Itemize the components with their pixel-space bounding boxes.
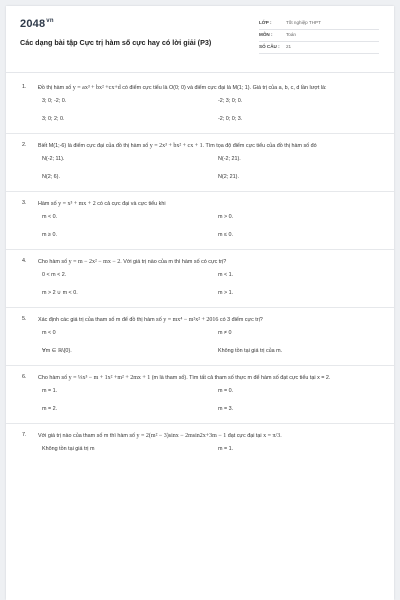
meta-row-class bbox=[259, 20, 379, 30]
answer-option[interactable]: m = 2. bbox=[42, 406, 58, 412]
option-row bbox=[6, 209, 394, 227]
question-text-segment: Cho hàm số bbox=[38, 259, 69, 265]
meta-row-subject bbox=[259, 32, 379, 42]
meta-info bbox=[259, 20, 379, 56]
answer-option[interactable]: N(-2; 21). bbox=[218, 156, 241, 162]
question-text bbox=[38, 200, 374, 209]
math-formula: y = 2(m² − 3)sinx − 2msin2x+3m − 1 bbox=[136, 433, 227, 439]
answer-option[interactable]: m < 1. bbox=[218, 272, 234, 278]
answer-option[interactable]: Không tồn tại giá trị của m. bbox=[218, 348, 283, 354]
option-row bbox=[6, 227, 394, 245]
answer-option[interactable]: m > 2 ∪ m < 0. bbox=[42, 290, 78, 296]
answer-option[interactable]: N(-2; 11). bbox=[42, 156, 65, 162]
option-row bbox=[6, 169, 394, 187]
answer-option[interactable]: N(2; 6). bbox=[42, 174, 60, 180]
math-formula: y = x³ + mx + 2 bbox=[58, 201, 96, 207]
question-text bbox=[38, 258, 374, 267]
question-number: 3. bbox=[22, 200, 27, 206]
option-row bbox=[6, 441, 394, 459]
option-row bbox=[6, 151, 394, 169]
question-number: 7. bbox=[22, 432, 27, 438]
option-row bbox=[6, 401, 394, 419]
question-number: 2. bbox=[22, 142, 27, 148]
option-row bbox=[6, 383, 394, 401]
math-formula: x = π/3 bbox=[263, 433, 281, 439]
answer-option[interactable]: m ≥ 0. bbox=[42, 232, 57, 238]
document-page bbox=[6, 6, 394, 600]
math-formula: y = 2x³ + bx² + cx + 1 bbox=[149, 143, 203, 149]
document-title: Các dạng bài tập Cực trị hàm số cực hay có lời giải (P3) bbox=[20, 38, 212, 47]
question-text-segment: (m là tham số). Tìm tất cả tham số thực m để hàm số đạt cực tiểu tại x = 2. bbox=[150, 375, 331, 381]
answer-option[interactable]: Không tồn tại giá trị m bbox=[42, 446, 95, 452]
meta-row-count bbox=[259, 44, 379, 54]
question-text-segment: Hàm số bbox=[38, 201, 59, 207]
math-formula: y = mx⁴ − m²x² + 2016 bbox=[163, 317, 219, 323]
question-text-segment: . bbox=[280, 433, 282, 439]
answer-option[interactable]: 3; 0; -2; 0. bbox=[42, 98, 67, 104]
meta-label: LỚP : bbox=[259, 20, 272, 25]
meta-value: 21 bbox=[286, 44, 292, 49]
answer-option[interactable]: m = 1. bbox=[218, 446, 234, 452]
answer-option[interactable]: 3; 0; 2; 0. bbox=[42, 116, 65, 122]
math-formula: y = ax³ + bx² +cx+d bbox=[72, 85, 121, 91]
header bbox=[6, 6, 394, 68]
question-number: 4. bbox=[22, 258, 27, 264]
question-divider bbox=[6, 249, 394, 250]
option-row bbox=[6, 93, 394, 111]
question-text-segment: có 3 điểm cực trị? bbox=[218, 317, 263, 323]
question-7 bbox=[6, 432, 394, 459]
question-text bbox=[38, 432, 374, 441]
question-text bbox=[38, 84, 374, 93]
answer-option[interactable]: m < 0 bbox=[42, 330, 56, 336]
question-text-segment: Biết M(1;-6) là điểm cực đại của đồ thị hàm số bbox=[38, 143, 150, 149]
answer-option[interactable]: m = 0. bbox=[218, 388, 234, 394]
question-number: 6. bbox=[22, 374, 27, 380]
meta-label: MÔN : bbox=[259, 32, 273, 37]
meta-label: SỐ CÂU : bbox=[259, 44, 280, 49]
logo-suffix: vn bbox=[46, 18, 54, 25]
answer-option[interactable]: m < 0. bbox=[42, 214, 58, 220]
math-formula: y = ⅓x³ − m + 1x² +m² + 2mx + 1 bbox=[68, 375, 151, 381]
question-text-segment: Đồ thị hàm số bbox=[38, 85, 73, 91]
meta-value: Tốt nghiệp THPT bbox=[286, 20, 321, 25]
question-6 bbox=[6, 374, 394, 424]
question-list bbox=[6, 84, 394, 459]
question-4 bbox=[6, 258, 394, 308]
option-row bbox=[6, 325, 394, 343]
answer-option[interactable]: m > 1. bbox=[218, 290, 234, 296]
header-divider bbox=[6, 72, 394, 73]
meta-value: Toán bbox=[286, 32, 296, 37]
answer-option[interactable]: 0 < m < 2. bbox=[42, 272, 67, 278]
answer-option[interactable]: N(2; 21). bbox=[218, 174, 239, 180]
option-row bbox=[6, 343, 394, 361]
site-logo[interactable] bbox=[20, 18, 54, 30]
question-text-segment: đạt cực đại tại bbox=[226, 433, 264, 439]
question-divider bbox=[6, 307, 394, 308]
answer-option[interactable]: m = 1. bbox=[42, 388, 58, 394]
answer-option[interactable]: m ≤ 0. bbox=[218, 232, 233, 238]
question-5 bbox=[6, 316, 394, 366]
question-text-segment: . Với giá trị nào của m thì hàm số có cực trị? bbox=[120, 259, 227, 265]
question-number: 5. bbox=[22, 316, 27, 322]
question-divider bbox=[6, 133, 394, 134]
question-number: 1. bbox=[22, 84, 27, 90]
question-text-segment: có cả cực đại và cực tiểu khi bbox=[95, 201, 166, 207]
math-formula: y = m − 2x² − mx − 2 bbox=[68, 259, 121, 265]
option-row bbox=[6, 111, 394, 129]
question-text bbox=[38, 142, 374, 151]
question-text-segment: Với giá trị nào của tham số m thì hàm số bbox=[38, 433, 137, 439]
question-divider bbox=[6, 365, 394, 366]
answer-option[interactable]: -2; 0; 0; 3. bbox=[218, 116, 243, 122]
question-text bbox=[38, 374, 374, 383]
question-text bbox=[38, 316, 374, 325]
answer-option[interactable]: m = 3. bbox=[218, 406, 234, 412]
logo-text: 2048 bbox=[20, 18, 46, 30]
question-divider bbox=[6, 423, 394, 424]
question-text-segment: Xác định các giá trị của tham số m để đồ thị hàm số bbox=[38, 317, 164, 323]
answer-option[interactable]: -2; 3; 0; 0. bbox=[218, 98, 243, 104]
question-divider bbox=[6, 191, 394, 192]
answer-option[interactable]: m > 0. bbox=[218, 214, 234, 220]
question-text-segment: Cho hàm số bbox=[38, 375, 69, 381]
question-text-segment: . Tìm tọa độ điểm cực tiểu của đồ thị hàm số đó bbox=[202, 143, 317, 149]
option-row bbox=[6, 285, 394, 303]
question-2 bbox=[6, 142, 394, 192]
option-row bbox=[6, 267, 394, 285]
answer-option[interactable]: ∀m ∈ ℝ\{0}. bbox=[42, 348, 72, 354]
question-3 bbox=[6, 200, 394, 250]
question-text-segment: có điểm cực tiểu là O(0; 0) và điểm cực đại là M(1; 1). Giá trị của a, b, c, d lần lượt là: bbox=[120, 85, 327, 91]
answer-option[interactable]: m ≠ 0 bbox=[218, 330, 232, 336]
question-1 bbox=[6, 84, 394, 134]
